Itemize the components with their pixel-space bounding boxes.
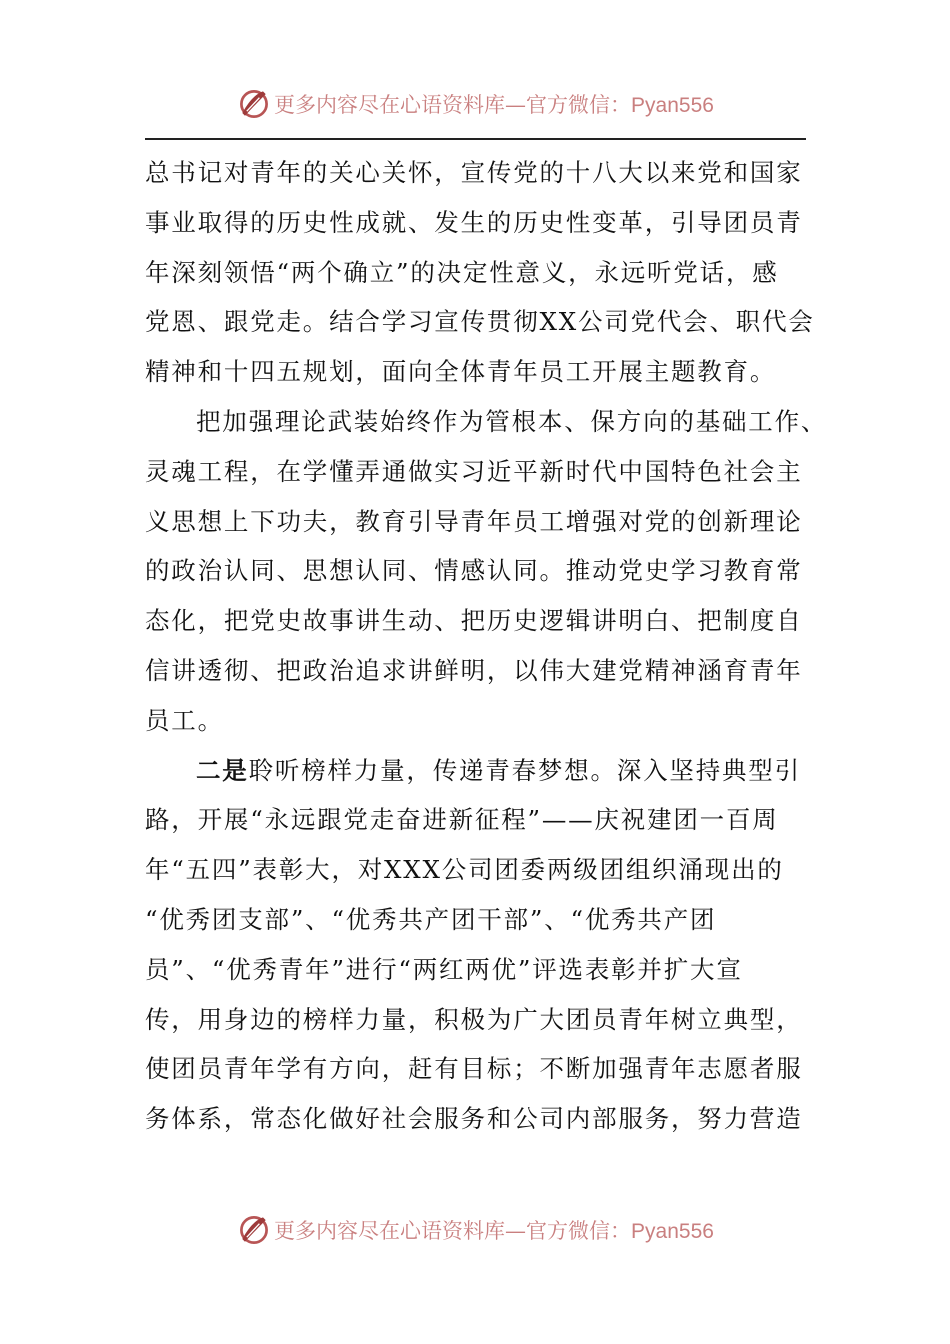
text-line: 总书记对青年的关心关怀，宣传党的十八大以来党和国家 bbox=[145, 158, 803, 187]
text-line: 员”、“优秀青年”进行“两红两优”评选表彰并扩大宣 bbox=[145, 954, 743, 984]
text-line: 年深刻领悟“两个确立”的决定性意义，永远听党话，感 bbox=[145, 257, 779, 287]
text-line: 务体系，常态化做好社会服务和公司内部服务，努力营造 bbox=[145, 1104, 803, 1134]
text-line: 精神和十四五规划，面向全体青年员工开展主题教育。 bbox=[145, 357, 777, 387]
footer-banner bbox=[0, 1208, 950, 1252]
text-line: 年“五四”表彰大，对XXX公司团委两级团组织涌现出的 bbox=[145, 855, 784, 885]
footer-text: 更多内容尽在心语资料库—官方微信：Pyan556 bbox=[274, 1219, 714, 1243]
text-line: 信讲透彻、把政治追求讲鲜明，以伟大建党精神涵育青年 bbox=[145, 655, 803, 685]
pen-logo-icon bbox=[236, 86, 272, 122]
text-line: 事业取得的历史性成就、发生的历史性变革，引导团员青 bbox=[145, 207, 803, 237]
text-line: 传，用身边的榜样力量，积极为广大团员青年树立典型， bbox=[145, 1004, 803, 1034]
text-line: 员工。 bbox=[145, 705, 224, 735]
header-banner bbox=[0, 82, 950, 126]
text-line: 把加强理论武装始终作为管根本、保方向的基础工作、 bbox=[196, 406, 828, 436]
text-line bbox=[145, 746, 801, 796]
bold-lead: 二是 bbox=[196, 755, 249, 785]
text-line: 态化，把党史故事讲生动、把历史逻辑讲明白、把制度自 bbox=[145, 606, 803, 636]
header-divider bbox=[145, 138, 806, 140]
text-line-rest: 聆听榜样力量，传递青春梦想。深入坚持典型引 bbox=[248, 755, 801, 785]
header-text: 更多内容尽在心语资料库—官方微信：Pyan556 bbox=[274, 93, 714, 117]
text-line: “优秀团支部”、“优秀共产团干部”、“优秀共产团 bbox=[145, 904, 717, 934]
text-line: 义思想上下功夫，教育引导青年员工增强对党的创新理论 bbox=[145, 506, 803, 536]
text-line: 党恩、跟党走。结合学习宣传贯彻XX公司党代会、职代会 bbox=[145, 307, 815, 337]
text-line: 灵魂工程，在学懂弄通做实习近平新时代中国特色社会主 bbox=[145, 456, 803, 486]
text-line: 使团员青年学有方向，赶有目标；不断加强青年志愿者服 bbox=[145, 1054, 803, 1084]
pen-logo-icon bbox=[236, 1212, 272, 1248]
text-line: 的政治认同、思想认同、情感认同。推动党史学习教育常 bbox=[145, 556, 803, 586]
text-line: 路，开展“永远跟党走奋进新征程”——庆祝建团一百周 bbox=[145, 805, 779, 835]
document-body bbox=[145, 148, 828, 1144]
